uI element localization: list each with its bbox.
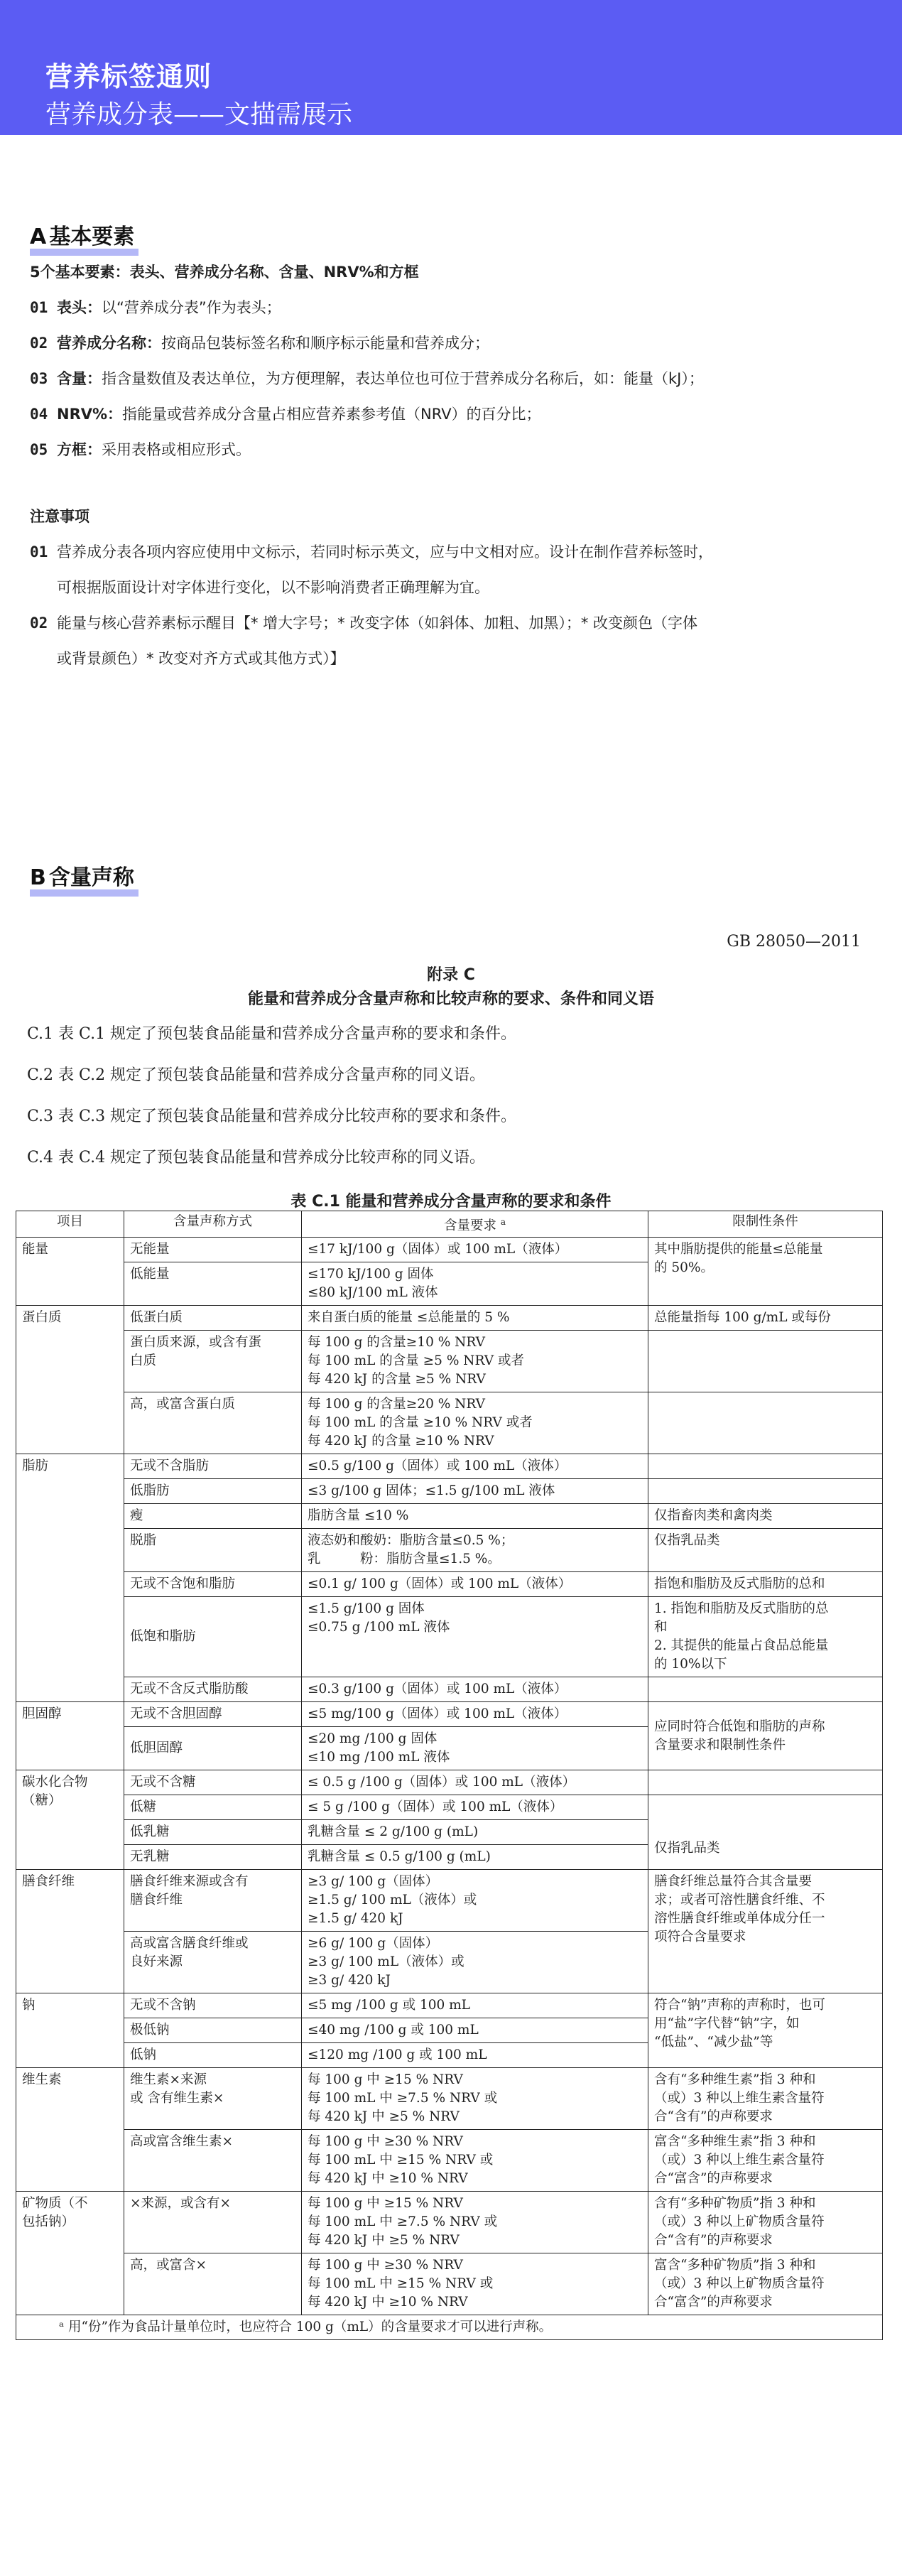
table-row	[16, 1795, 883, 1820]
table-row	[16, 1529, 883, 1572]
cell-cond	[648, 1392, 883, 1454]
cell-req: 每 100 g 中 ≥30 % NRV 每 100 mL 中 ≥15 % NRV 或 每 420 kJ 中 ≥10 % NRV	[302, 2253, 648, 2315]
cell-way: 无或不含钠	[124, 1993, 302, 2018]
cell-way: 低钠	[124, 2043, 302, 2068]
cell-way: 膳食纤维来源或含有 膳食纤维	[124, 1870, 302, 1932]
note-item: 01 营养成分表各项内容应使用中文标示，若同时标示英文，应与中文相对应。设计在制作营养标签时，	[30, 543, 713, 561]
cell-way: 无或不含饱和脂肪	[124, 1572, 302, 1597]
table-row	[16, 1504, 883, 1529]
list-item: 04 NRV%：指能量或营养成分含量占相应营养素参考值（NRV）的百分比；	[30, 406, 541, 423]
notes-list	[30, 499, 713, 676]
cell-way: 低饱和脂肪	[124, 1597, 302, 1677]
table-row	[16, 2192, 883, 2253]
cell-req: ≤3 g/100 g 固体；≤1.5 g/100 mL 液体	[302, 1479, 648, 1504]
table-row	[16, 1331, 883, 1392]
section-b-title	[30, 860, 134, 891]
note-item-cont: 或背景颜色）* 改变对齐方式或其他方式）】	[57, 650, 345, 667]
cell-way: 无乳糖	[124, 1845, 302, 1870]
cell-way: 瘦	[124, 1504, 302, 1529]
cell-cond: 应同时符合低饱和脂肪的声称 含量要求和限制性条件	[648, 1702, 883, 1770]
cell-req: 液态奶和酸奶：脂肪含量≤0.5 %； 乳 粉：脂肪含量≤1.5 %。	[302, 1529, 648, 1572]
cell-req: 每 100 g 的含量≥20 % NRV 每 100 mL 的含量 ≥10 % NRV 或者 每 420 kJ 的含量 ≥10 % NRV	[302, 1392, 648, 1454]
cell-way: 低糖	[124, 1795, 302, 1820]
page-subtitle: 营养成分表——文描需展示	[45, 100, 353, 129]
cell-cond: 含有“多种矿物质”指 3 种和 （或）3 种以上矿物质含量符 合“含有”的声称要求	[648, 2192, 883, 2253]
list-item: 01 表头：以“营养成分表”作为表头；	[30, 299, 281, 316]
section-title-text: 基本要素	[49, 224, 135, 249]
cell-req: ≤120 mg /100 g 或 100 mL	[302, 2043, 648, 2068]
cell-req: ≤5 mg /100 g 或 100 mL	[302, 1993, 648, 2018]
cell-way: 脱脂	[124, 1529, 302, 1572]
cell-req: ≤40 mg /100 g 或 100 mL	[302, 2018, 648, 2043]
table-row	[16, 1677, 883, 1702]
table-row	[16, 1870, 883, 1932]
cell-way: 低蛋白质	[124, 1306, 302, 1331]
clause-c4: C.4 表 C.4 规定了预包装食品能量和营养成分比较声称的同义语。	[27, 1149, 486, 1167]
cell-req: ≤17 kJ/100 g（固体）或 100 mL（液体）	[302, 1238, 648, 1262]
cell-req: ≤ 5 g /100 g（固体）或 100 mL（液体）	[302, 1795, 648, 1820]
table-row	[16, 2068, 883, 2130]
cell-req: 每 100 g 中 ≥30 % NRV 每 100 mL 中 ≥15 % NRV 或 每 420 kJ 中 ≥10 % NRV	[302, 2130, 648, 2192]
cell-req: ≤ 0.5 g /100 g（固体）或 100 mL（液体）	[302, 1770, 648, 1795]
col-header-way: 含量声称方式	[124, 1211, 302, 1238]
cell-way: 无或不含糖	[124, 1770, 302, 1795]
appendix-label: 附录 C	[427, 966, 475, 984]
cell-way: 无或不含反式脂肪酸	[124, 1677, 302, 1702]
cell-req: 脂肪含量 ≤10 %	[302, 1504, 648, 1529]
cell-req: ≤170 kJ/100 g 固体 ≤80 kJ/100 mL 液体	[302, 1262, 648, 1306]
cell-way: 高，或富含蛋白质	[124, 1392, 302, 1454]
cell-way: 低胆固醇	[124, 1727, 302, 1770]
cell-req: ≤0.1 g/ 100 g（固体）或 100 mL（液体）	[302, 1572, 648, 1597]
table-header-row	[16, 1211, 883, 1238]
intro-line: 5个基本要素：表头、营养成分名称、含量、NRV%和方框	[30, 264, 419, 281]
section-basic-elements	[0, 135, 902, 718]
cell-req: ≥3 g/ 100 g（固体） ≥1.5 g/ 100 mL（液体）或 ≥1.5 g/ 420 kJ	[302, 1870, 648, 1932]
cell-item: 脂肪	[16, 1454, 124, 1702]
cell-way: ×来源，或含有×	[124, 2192, 302, 2253]
cell-item: 能量	[16, 1238, 124, 1306]
clause-c1: C.1 表 C.1 规定了预包装食品能量和营养成分含量声称的要求和条件。	[27, 1025, 517, 1043]
cell-req: ≥6 g/ 100 g（固体） ≥3 g/ 100 mL（液体）或 ≥3 g/ 420 kJ	[302, 1932, 648, 1993]
cell-item: 钠	[16, 1993, 124, 2068]
section-letter: A	[30, 224, 47, 249]
cell-item: 碳水化合物 （糖）	[16, 1770, 124, 1870]
page-title: 营养标签通则	[45, 61, 212, 92]
col-header-item: 项目	[16, 1211, 124, 1238]
cell-cond: 富含“多种维生素”指 3 种和 （或）3 种以上维生素含量符 合“富含”的声称要求	[648, 2130, 883, 2192]
page-header	[0, 0, 902, 135]
table-footnote-row	[16, 2315, 883, 2340]
table-row	[16, 1238, 883, 1262]
cell-cond	[648, 1770, 883, 1795]
cell-way: 无能量	[124, 1238, 302, 1262]
table-row	[16, 1597, 883, 1677]
section-content-claims	[0, 718, 902, 2576]
cell-way: 维生素×来源 或 含有维生素×	[124, 2068, 302, 2130]
cell-req: 乳糖含量 ≤ 2 g/100 g (mL)	[302, 1820, 648, 1845]
table-footnote: ᵃ 用“份”作为食品计量单位时，也应符合 100 g（mL）的含量要求才可以进行声称。	[16, 2315, 883, 2340]
col-header-condition: 限制性条件	[648, 1211, 883, 1238]
table-title: 表 C.1 能量和营养成分含量声称的要求和条件	[290, 1193, 612, 1211]
cell-cond	[648, 1454, 883, 1479]
col-header-requirement: 含量要求 $^a$	[302, 1211, 648, 1238]
cell-way: 无或不含脂肪	[124, 1454, 302, 1479]
cell-req: 乳糖含量 ≤ 0.5 g/100 g (mL)	[302, 1845, 648, 1870]
cell-item: 蛋白质	[16, 1306, 124, 1454]
cell-way: 高或富含维生素×	[124, 2130, 302, 2192]
table-row	[16, 1572, 883, 1597]
cell-way: 高，或富含×	[124, 2253, 302, 2315]
note-item: 02 能量与核心营养素标示醒目【* 增大字号；* 改变字体（如斜体、加粗、加黑）；* 改变颜色（字体	[30, 615, 698, 632]
cell-req: ≤0.5 g/100 g（固体）或 100 mL（液体）	[302, 1454, 648, 1479]
table-row	[16, 1993, 883, 2018]
cell-cond	[648, 1331, 883, 1392]
clause-c2: C.2 表 C.2 规定了预包装食品能量和营养成分含量声称的同义语。	[27, 1066, 486, 1084]
claims-table	[16, 1211, 883, 2340]
cell-cond: 指饱和脂肪及反式脂肪的总和	[648, 1572, 883, 1597]
title-highlight	[30, 889, 138, 897]
section-title-text: 含量声称	[48, 865, 134, 890]
cell-way: 无或不含胆固醇	[124, 1702, 302, 1727]
cell-req: ≤5 mg/100 g（固体）或 100 mL（液体）	[302, 1702, 648, 1727]
notes-title: 注意事项	[30, 508, 89, 525]
cell-way: 低脂肪	[124, 1479, 302, 1504]
cell-item: 胆固醇	[16, 1702, 124, 1770]
list-item: 03 含量：指含量数值及表达单位，为方便理解，表达单位也可位于营养成分名称后，如：能量（kJ）；	[30, 370, 704, 387]
table-row	[16, 1306, 883, 1331]
appendix-title: 能量和营养成分含量声称和比较声称的要求、条件和同义语	[247, 990, 654, 1008]
cell-item: 膳食纤维	[16, 1870, 124, 1993]
cell-way: 极低钠	[124, 2018, 302, 2043]
basic-elements-list	[30, 254, 704, 467]
cell-req: 每 100 g 的含量≥10 % NRV 每 100 mL 的含量 ≥5 % NRV 或者 每 420 kJ 的含量 ≥5 % NRV	[302, 1331, 648, 1392]
cell-cond: 仅指畜肉类和禽肉类	[648, 1504, 883, 1529]
cell-req: 每 100 g 中 ≥15 % NRV 每 100 mL 中 ≥7.5 % NRV 或 每 420 kJ 中 ≥5 % NRV	[302, 2068, 648, 2130]
table-row	[16, 1770, 883, 1795]
cell-cond: 其中脂肪提供的能量≤总能量 的 50%。	[648, 1238, 883, 1306]
table-row	[16, 1479, 883, 1504]
cell-req: 来自蛋白质的能量 ≤总能量的 5 %	[302, 1306, 648, 1331]
list-item: 05 方框：采用表格或相应形式。	[30, 441, 251, 458]
table-row	[16, 1702, 883, 1727]
cell-cond: 含有“多种维生素”指 3 种和 （或）3 种以上维生素含量符 合“含有”的声称要求	[648, 2068, 883, 2130]
cell-cond	[648, 1677, 883, 1702]
table-row	[16, 2130, 883, 2192]
cell-way: 蛋白质来源，或含有蛋 白质	[124, 1331, 302, 1392]
cell-item: 矿物质（不 包括钠）	[16, 2192, 124, 2315]
cell-cond: 符合“钠”声称的声称时，也可 用“盐”字代替“钠”字，如 “低盐”、“减少盐”等	[648, 1993, 883, 2068]
cell-req: ≤20 mg /100 g 固体 ≤10 mg /100 mL 液体	[302, 1727, 648, 1770]
cell-req: ≤0.3 g/100 g（固体）或 100 mL（液体）	[302, 1677, 648, 1702]
cell-item: 维生素	[16, 2068, 124, 2192]
cell-way: 低乳糖	[124, 1820, 302, 1845]
cell-cond: 仅指乳品类	[648, 1795, 883, 1870]
table-row	[16, 1454, 883, 1479]
section-letter: B	[30, 865, 46, 890]
cell-req: 每 100 g 中 ≥15 % NRV 每 100 mL 中 ≥7.5 % NRV 或 每 420 kJ 中 ≥5 % NRV	[302, 2192, 648, 2253]
note-item-cont: 可根据版面设计对字体进行变化，以不影响消费者正确理解为宜。	[57, 579, 489, 596]
section-a-title	[30, 219, 134, 250]
list-item: 02 营养成分名称：按商品包装标签名称和顺序标示能量和营养成分；	[30, 335, 489, 352]
cell-cond: 仅指乳品类	[648, 1529, 883, 1572]
cell-cond	[648, 1479, 883, 1504]
cell-cond: 1. 指饱和脂肪及反式脂肪的总 和 2. 其提供的能量占食品总能量 的 10%以下	[648, 1597, 883, 1677]
table-row	[16, 2253, 883, 2315]
standard-number: GB 28050—2011	[727, 933, 861, 951]
cell-way: 高或富含膳食纤维或 良好来源	[124, 1932, 302, 1993]
cell-cond: 膳食纤维总量符合其含量要 求；或者可溶性膳食纤维、不 溶性膳食纤维或单体成分任一 项符合含量要求	[648, 1870, 883, 1993]
cell-cond: 富含“多种矿物质”指 3 种和 （或）3 种以上矿物质含量符 合“富含”的声称要求	[648, 2253, 883, 2315]
cell-req: ≤1.5 g/100 g 固体 ≤0.75 g /100 mL 液体	[302, 1597, 648, 1677]
cell-cond: 总能量指每 100 g/mL 或每份	[648, 1306, 883, 1331]
table-row	[16, 1392, 883, 1454]
clause-c3: C.3 表 C.3 规定了预包装食品能量和营养成分比较声称的要求和条件。	[27, 1108, 517, 1125]
cell-way: 低能量	[124, 1262, 302, 1306]
